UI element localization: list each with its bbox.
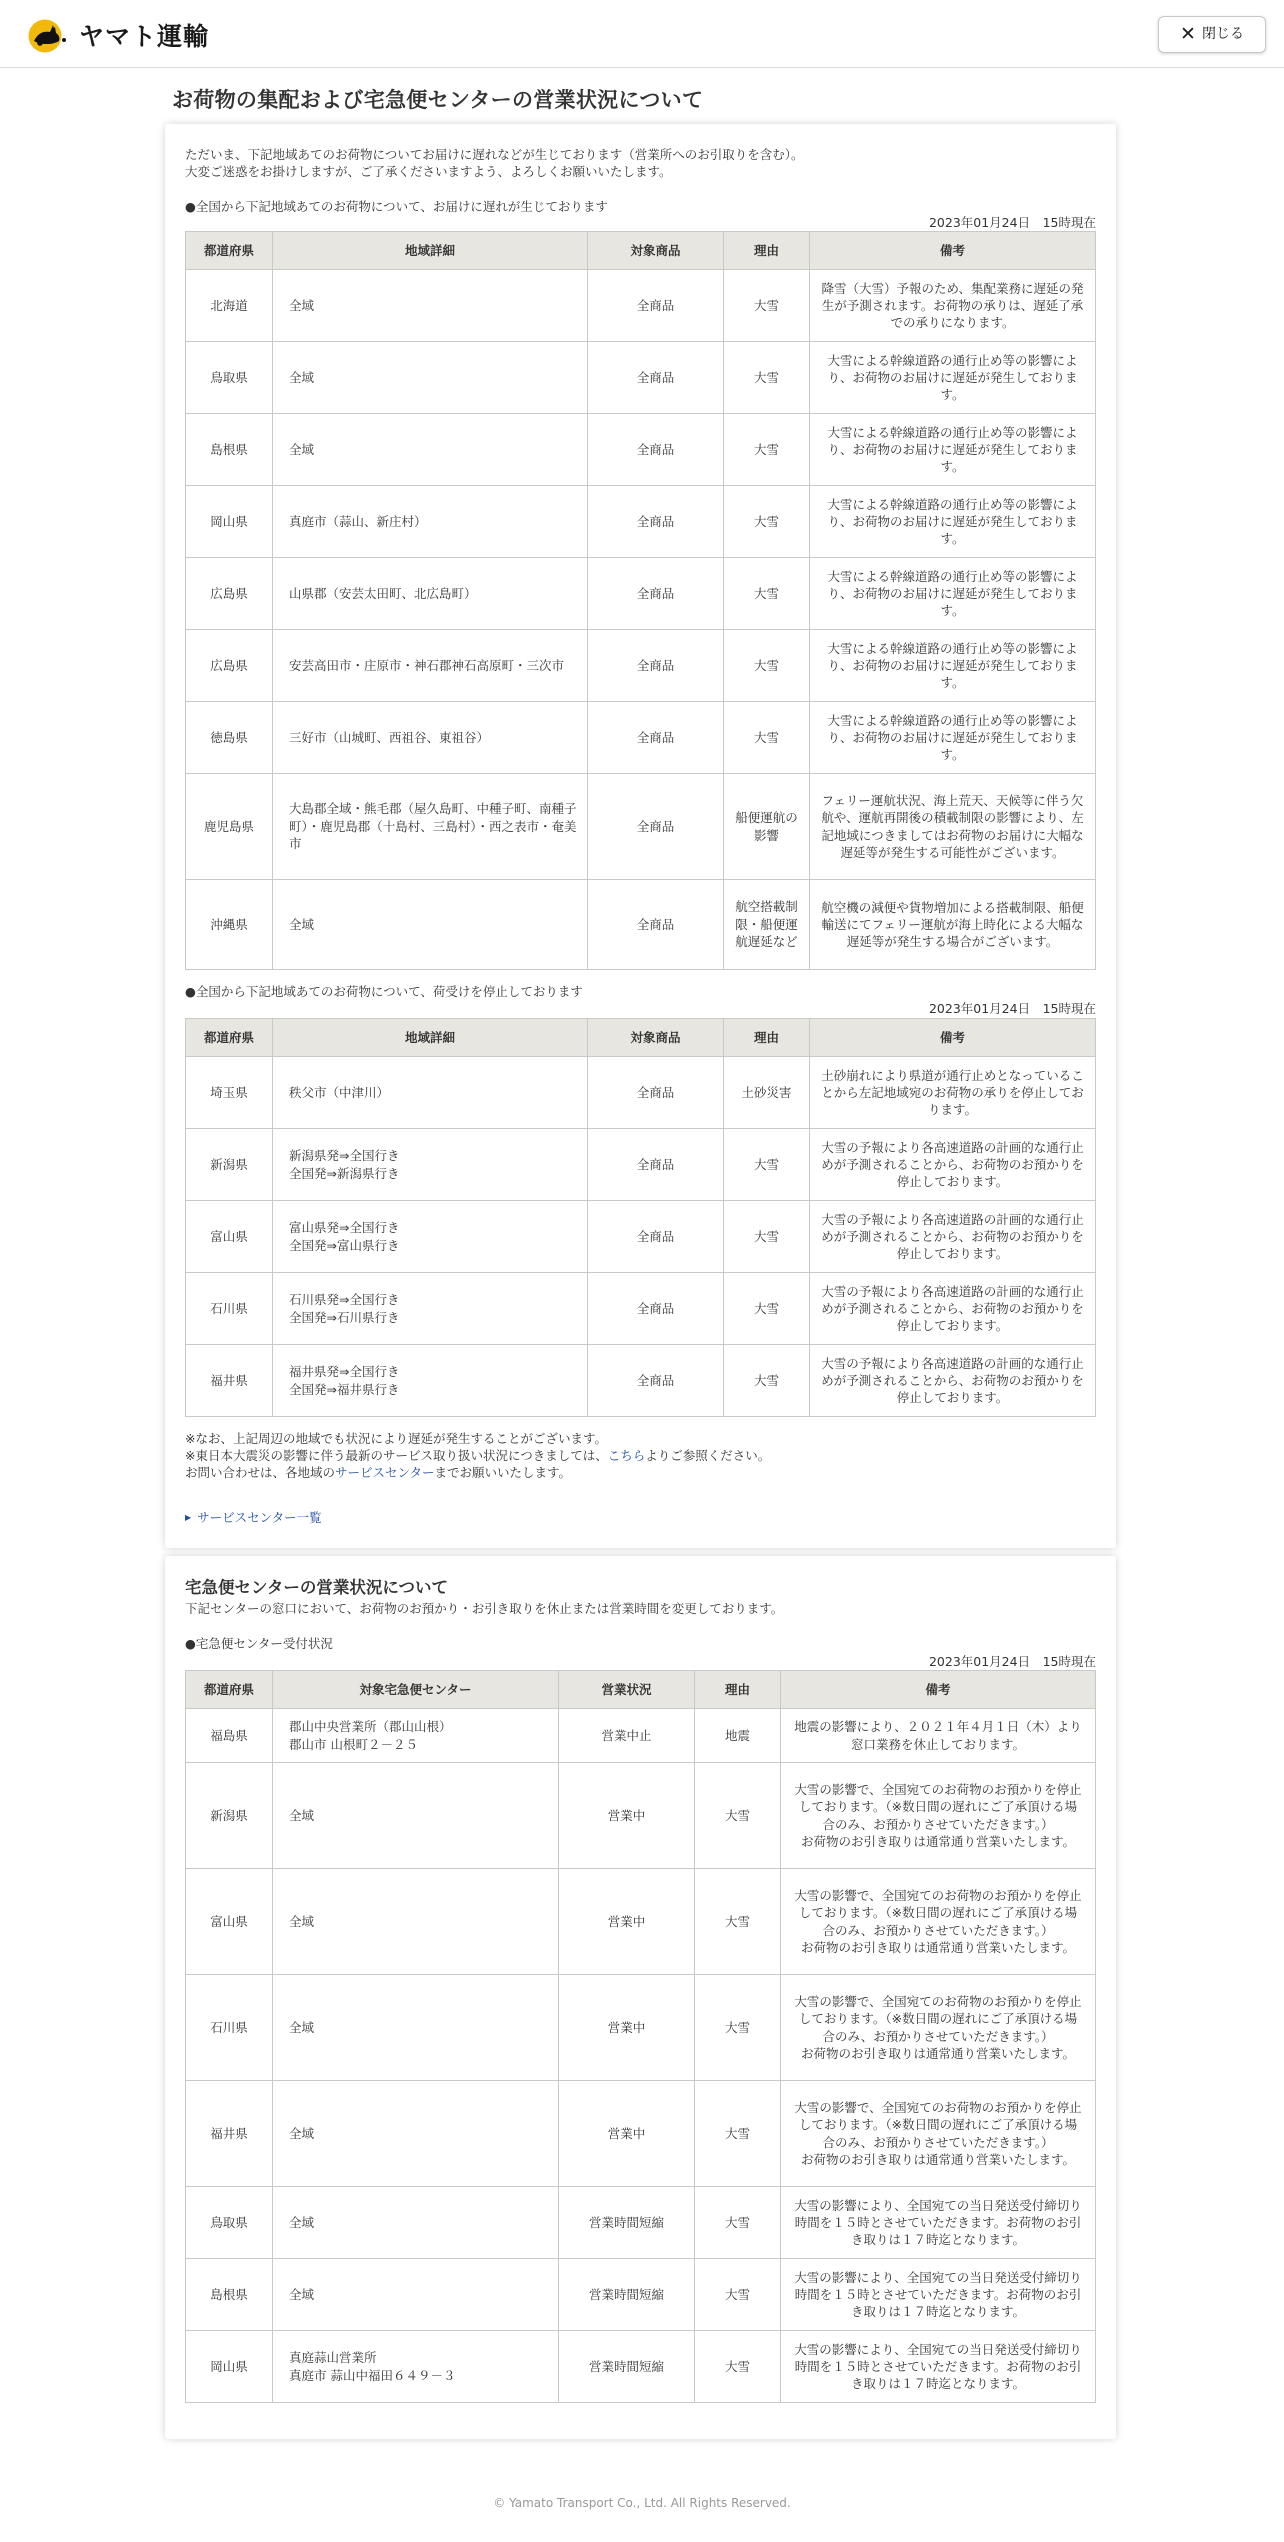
logo-text: ヤマト運輸 [79, 21, 210, 51]
cell-area: 山県郡（安芸太田町、北広島町） [273, 558, 588, 630]
cell-center [273, 1975, 559, 2081]
cell-pref: 富山県 [186, 1201, 273, 1273]
cell-area: 全域 [273, 880, 588, 970]
note-text: 大雪の影響で、全国宛てのお荷物のお預かりを停止しております。（※数日間の遅れにご了承頂ける場合のみ、お預かりさせていただきます。） [794, 2100, 1082, 2150]
close-icon: ✕ [1180, 23, 1196, 45]
cell-note [781, 2331, 1096, 2403]
center-name: 真庭蒜山営業所 [289, 2350, 377, 2365]
cell-reason: 大雪 [724, 1273, 810, 1345]
note-text: お荷物のお引き取りは通常通り営業いたします。 [800, 2045, 1075, 2061]
cell-pref: 鳥取県 [186, 2187, 273, 2259]
cell-area: 安芸高田市・庄原市・神石郡神石高原町・三次市 [273, 630, 588, 702]
center-table [185, 1670, 1096, 2403]
cell-reason: 大雪 [724, 270, 810, 342]
cell-area: 全域 [273, 270, 588, 342]
cell-area [273, 1201, 588, 1273]
stop-table [185, 1018, 1096, 1417]
close-label: 閉じる [1201, 25, 1244, 42]
center-intro: 下記センターの窓口において、お荷物のお預かり・お引き取りを休止または営業時間を変更しております。 [185, 1601, 784, 1616]
cell-status: 営業時間短縮 [559, 2331, 695, 2403]
cell-area: 三好市（山城町、西祖谷、東祖谷） [273, 702, 588, 774]
cell-product: 全商品 [588, 1057, 724, 1129]
table-row [186, 414, 1096, 486]
center-name: 全域 [289, 2125, 315, 2141]
cell-reason: 船便運航の影響 [724, 774, 810, 880]
cell-area: 全域 [273, 342, 588, 414]
cell-note [781, 2187, 1096, 2259]
cell-note: 航空機の減便や貨物増加による搭載制限、船便輸送にてフェリー運航が海上時化による大幅な遅延等が発生する場合がございます。 [810, 880, 1096, 970]
table-row [186, 774, 1096, 880]
arrow-right-icon: ▶ [185, 1513, 192, 1523]
cell-note: 降雪（大雪）予報のため、集配業務に遅延の発生が予測されます。お荷物の承りは、遅延了承での承りになります。 [810, 270, 1096, 342]
cell-pref: 福島県 [186, 1709, 273, 1763]
cell-product: 全商品 [588, 702, 724, 774]
note-text: 大雪の影響で、全国宛てのお荷物のお預かりを停止しております。（※数日間の遅れにご了承頂ける場合のみ、お預かりさせていただきます。） [794, 1782, 1082, 1832]
table-row [186, 1709, 1096, 1763]
delay-timestamp: 2023年01月24日 15時現在 [928, 215, 1096, 230]
cell-note: 大雪による幹線道路の通行止め等の影響により、お荷物のお届けに遅延が発生しております。 [810, 486, 1096, 558]
column-header: 対象商品 [588, 232, 724, 270]
cell-pref: 鹿児島県 [186, 774, 273, 880]
cell-status: 営業中 [559, 1869, 695, 1975]
cell-pref: 広島県 [186, 630, 273, 702]
table-row [186, 2081, 1096, 2187]
note-text: 大雪の影響により、全国宛ての当日発送受付締切り時間を１５時とさせていただきます。お荷物のお引き取りは１７時迄となります。 [794, 2197, 1082, 2248]
area-line: 新潟県発⇒全国行き [289, 1148, 400, 1163]
delay-heading: ●全国から下記地域あてのお荷物について、お届けに遅れが生じております [185, 199, 608, 214]
center-address: 真庭市 蒜山中福田６４９－３ [289, 2367, 456, 2383]
center-address: 郡山市 山根町２－２５ [289, 1736, 418, 1752]
center-name: 全域 [289, 2214, 315, 2230]
intro-text-1: ただいま、下記地域あてのお荷物についてお届けに遅れなどが生じております（営業所へのお引取りを含む）。 [185, 147, 804, 162]
cell-product: 全商品 [588, 880, 724, 970]
cell-pref: 埼玉県 [186, 1057, 273, 1129]
note-text: 大雪の影響で、全国宛てのお荷物のお預かりを停止しております。（※数日間の遅れにご了承頂ける場合のみ、お預かりさせていただきます。） [794, 1888, 1082, 1938]
note-text: 地震の影響により、２０２１年４月１日（木）より窓口業務を休止しております。 [794, 1719, 1082, 1752]
cell-product: 全商品 [588, 1129, 724, 1201]
cell-pref: 岡山県 [186, 2331, 273, 2403]
earthquake-info-link[interactable]: こちら [607, 1448, 646, 1463]
cell-product: 全商品 [588, 1201, 724, 1273]
cell-status: 営業時間短縮 [559, 2187, 695, 2259]
cell-center [273, 2187, 559, 2259]
cell-product: 全商品 [588, 342, 724, 414]
note-text: お荷物のお引き取りは通常通り営業いたします。 [800, 2151, 1075, 2167]
cell-product: 全商品 [588, 270, 724, 342]
cell-reason: 大雪 [724, 342, 810, 414]
cell-pref: 福井県 [186, 2081, 273, 2187]
note-line-1: ※なお、上記周辺の地域でも状況により遅延が発生することがございます。 [185, 1431, 607, 1446]
area-line: 全国発⇒福井県行き [289, 1381, 400, 1397]
cell-note: 土砂崩れにより県道が通行止めとなっていることから左記地域宛のお荷物の承りを停止しております。 [810, 1057, 1096, 1129]
table-row [186, 702, 1096, 774]
stop-timestamp: 2023年01月24日 15時現在 [928, 1001, 1096, 1016]
cell-reason: 土砂災害 [724, 1057, 810, 1129]
cell-area [273, 1057, 588, 1129]
note-text: ※東日本大震災の影響に伴う最新のサービス取り扱い状況につきましては、 [185, 1448, 608, 1463]
cell-note: 大雪による幹線道路の通行止め等の影響により、お荷物のお届けに遅延が発生しております。 [810, 342, 1096, 414]
note-text: お荷物のお引き取りは通常通り営業いたします。 [800, 1833, 1075, 1849]
note-text: お荷物のお引き取りは通常通り営業いたします。 [800, 1939, 1075, 1955]
note-text: までお願いいたします。 [434, 1465, 572, 1480]
delivery-status-card [165, 124, 1116, 1548]
cell-pref: 北海道 [186, 270, 273, 342]
area-line: 石川県発⇒全国行き [289, 1292, 400, 1307]
table-row [186, 1975, 1096, 2081]
black-cat-icon [28, 19, 70, 53]
cell-note: 大雪の予報により各高速道路の計画的な通行止めが予測されることから、お荷物のお預かりを停止しております。 [810, 1129, 1096, 1201]
table-row [186, 2331, 1096, 2403]
column-header: 備考 [781, 1671, 1096, 1709]
cell-pref: 島根県 [186, 414, 273, 486]
table-row [186, 1201, 1096, 1273]
table-row [186, 1273, 1096, 1345]
table-row [186, 1763, 1096, 1869]
area-line: 全国発⇒石川県行き [289, 1309, 400, 1325]
column-header: 理由 [695, 1671, 781, 1709]
table-row [186, 630, 1096, 702]
cell-center [273, 2259, 559, 2331]
cell-center [273, 2081, 559, 2187]
cell-pref: 新潟県 [186, 1763, 273, 1869]
column-header: 都道府県 [186, 1671, 273, 1709]
area-line: 秩父市（中津川） [289, 1084, 390, 1100]
column-header: 理由 [724, 1019, 810, 1057]
cell-product: 全商品 [588, 486, 724, 558]
cell-pref: 徳島県 [186, 702, 273, 774]
table-row [186, 486, 1096, 558]
cell-note: 大雪による幹線道路の通行止め等の影響により、お荷物のお届けに遅延が発生しております。 [810, 414, 1096, 486]
page-title: お荷物の集配および宅急便センターの営業状況について [172, 88, 704, 112]
area-line: 富山県発⇒全国行き [289, 1220, 400, 1235]
column-header: 理由 [724, 232, 810, 270]
center-name: 全域 [289, 1913, 315, 1929]
cell-pref: 福井県 [186, 1345, 273, 1417]
center-timestamp: 2023年01月24日 15時現在 [928, 1654, 1096, 1669]
cell-reason: 大雪 [724, 558, 810, 630]
center-name: 全域 [289, 2286, 315, 2302]
table-row [186, 1129, 1096, 1201]
note-text: 大雪の影響により、全国宛ての当日発送受付締切り時間を１５時とさせていただきます。お荷物のお引き取りは１７時迄となります。 [794, 2341, 1082, 2392]
cell-note: 大雪による幹線道路の通行止め等の影響により、お荷物のお届けに遅延が発生しております。 [810, 702, 1096, 774]
cell-pref: 石川県 [186, 1975, 273, 2081]
intro-text-2: 大変ご迷惑をお掛けしますが、ご了承くださいますよう、よろしくお願いいたします。 [185, 164, 672, 179]
column-header: 都道府県 [186, 1019, 273, 1057]
cell-pref: 沖縄県 [186, 880, 273, 970]
column-header: 営業状況 [559, 1671, 695, 1709]
note-line-2 [185, 1447, 770, 1465]
column-header: 地域詳細 [273, 232, 588, 270]
cell-status: 営業中 [559, 2081, 695, 2187]
cell-area: 全域 [273, 414, 588, 486]
cell-reason: 大雪 [695, 1763, 781, 1869]
cell-center [273, 1709, 559, 1763]
note-text: 大雪の影響で、全国宛てのお荷物のお預かりを停止しております。（※数日間の遅れにご了承頂ける場合のみ、お預かりさせていただきます。） [794, 1994, 1082, 2044]
service-center-link[interactable]: サービスセンター [335, 1465, 435, 1480]
center-name: 郡山中央営業所（郡山山根） [289, 1719, 452, 1734]
delay-table [185, 231, 1096, 970]
cell-reason: 大雪 [724, 630, 810, 702]
cell-reason: 地震 [695, 1709, 781, 1763]
cell-area: 真庭市（蒜山、新庄村） [273, 486, 588, 558]
cell-pref: 新潟県 [186, 1129, 273, 1201]
cell-area [273, 1129, 588, 1201]
cell-reason: 大雪 [695, 2187, 781, 2259]
cell-area [273, 1273, 588, 1345]
cell-product: 全商品 [588, 774, 724, 880]
cell-note [781, 1763, 1096, 1869]
column-header: 地域詳細 [273, 1019, 588, 1057]
table-row [186, 1057, 1096, 1129]
close-button[interactable] [1158, 16, 1266, 53]
table-row [186, 270, 1096, 342]
cell-reason: 大雪 [724, 486, 810, 558]
cell-reason: 大雪 [695, 2259, 781, 2331]
cell-note: 大雪の予報により各高速道路の計画的な通行止めが予測されることから、お荷物のお預かりを停止しております。 [810, 1201, 1096, 1273]
area-line: 福井県発⇒全国行き [289, 1364, 400, 1379]
center-section-title: 宅急便センターの営業状況について [185, 1578, 449, 1597]
cell-reason: 大雪 [724, 1345, 810, 1417]
cell-status: 営業中 [559, 1763, 695, 1869]
table-header-row [186, 1671, 1096, 1709]
cell-product: 全商品 [588, 558, 724, 630]
cell-center [273, 1869, 559, 1975]
cell-pref: 広島県 [186, 558, 273, 630]
footer-copyright: © Yamato Transport Co., Ltd. All Rights Reserved. [493, 2496, 791, 2510]
cell-reason: 航空搭載制限・船便運航遅延など [724, 880, 810, 970]
center-status-card [165, 1556, 1116, 2439]
cell-product: 全商品 [588, 414, 724, 486]
cell-area: 大島郡全域・熊毛郡（屋久島町、中種子町、南種子町）・鹿児島郡（十島村、三島村）・西之表市・奄美市 [273, 774, 588, 880]
cell-reason: 大雪 [724, 702, 810, 774]
stop-heading: ●全国から下記地域あてのお荷物について、荷受けを停止しております [185, 984, 583, 999]
table-header-row [186, 1019, 1096, 1057]
table-row [186, 558, 1096, 630]
table-row [186, 342, 1096, 414]
column-header: 対象商品 [588, 1019, 724, 1057]
cell-pref: 岡山県 [186, 486, 273, 558]
cell-pref: 島根県 [186, 2259, 273, 2331]
cell-note: フェリー運航状況、海上荒天、天候等に伴う欠航や、運航再開後の積載制限の影響により、左記地域につきましてはお荷物のお届けに大幅な遅延等が発生する可能性がございます。 [810, 774, 1096, 880]
cell-reason: 大雪 [695, 2081, 781, 2187]
cell-note [781, 1709, 1096, 1763]
cell-product: 全商品 [588, 630, 724, 702]
table-row [186, 880, 1096, 970]
table-header-row [186, 232, 1096, 270]
cell-note [781, 2081, 1096, 2187]
cell-product: 全商品 [588, 1345, 724, 1417]
area-line: 全国発⇒富山県行き [289, 1237, 400, 1253]
table-row [186, 1869, 1096, 1975]
cell-product: 全商品 [588, 1273, 724, 1345]
cell-status: 営業時間短縮 [559, 2259, 695, 2331]
cell-pref: 石川県 [186, 1273, 273, 1345]
cell-reason: 大雪 [695, 2331, 781, 2403]
note-text: よりご参照ください。 [645, 1448, 771, 1463]
cell-reason: 大雪 [695, 1869, 781, 1975]
cell-reason: 大雪 [695, 1975, 781, 2081]
column-header: 備考 [810, 232, 1096, 270]
center-name: 全域 [289, 2019, 315, 2035]
cell-status: 営業中止 [559, 1709, 695, 1763]
service-center-list-link[interactable] [185, 1509, 322, 1527]
cell-note: 大雪による幹線道路の通行止め等の影響により、お荷物のお届けに遅延が発生しております。 [810, 558, 1096, 630]
column-header: 都道府県 [186, 232, 273, 270]
column-header: 対象宅急便センター [273, 1671, 559, 1709]
cell-note: 大雪の予報により各高速道路の計画的な通行止めが予測されることから、お荷物のお預かりを停止しております。 [810, 1345, 1096, 1417]
table-row [186, 2187, 1096, 2259]
cell-reason: 大雪 [724, 1201, 810, 1273]
cell-note [781, 1869, 1096, 1975]
cell-reason: 大雪 [724, 414, 810, 486]
cell-center [273, 2331, 559, 2403]
cell-note: 大雪の予報により各高速道路の計画的な通行止めが予測されることから、お荷物のお預かりを停止しております。 [810, 1273, 1096, 1345]
table-row [186, 2259, 1096, 2331]
cell-note [781, 2259, 1096, 2331]
note-text: 大雪の影響により、全国宛ての当日発送受付締切り時間を１５時とさせていただきます。お荷物のお引き取りは１７時迄となります。 [794, 2269, 1082, 2320]
site-header [0, 0, 1284, 68]
cell-note [781, 1975, 1096, 2081]
area-line: 全国発⇒新潟県行き [289, 1165, 400, 1181]
cell-status: 営業中 [559, 1975, 695, 2081]
cell-pref: 鳥取県 [186, 342, 273, 414]
table-row [186, 1345, 1096, 1417]
service-center-list-label: サービスセンター一覧 [197, 1510, 322, 1525]
note-line-3 [185, 1464, 571, 1482]
center-heading: ●宅急便センター受付状況 [185, 1636, 333, 1651]
yamato-logo[interactable] [28, 19, 209, 53]
cell-pref: 富山県 [186, 1869, 273, 1975]
cell-center [273, 1763, 559, 1869]
column-header: 備考 [810, 1019, 1096, 1057]
note-text: お問い合わせは、各地域の [185, 1465, 336, 1480]
center-name: 全域 [289, 1807, 315, 1823]
cell-area [273, 1345, 588, 1417]
cell-reason: 大雪 [724, 1129, 810, 1201]
cell-note: 大雪による幹線道路の通行止め等の影響により、お荷物のお届けに遅延が発生しております。 [810, 630, 1096, 702]
